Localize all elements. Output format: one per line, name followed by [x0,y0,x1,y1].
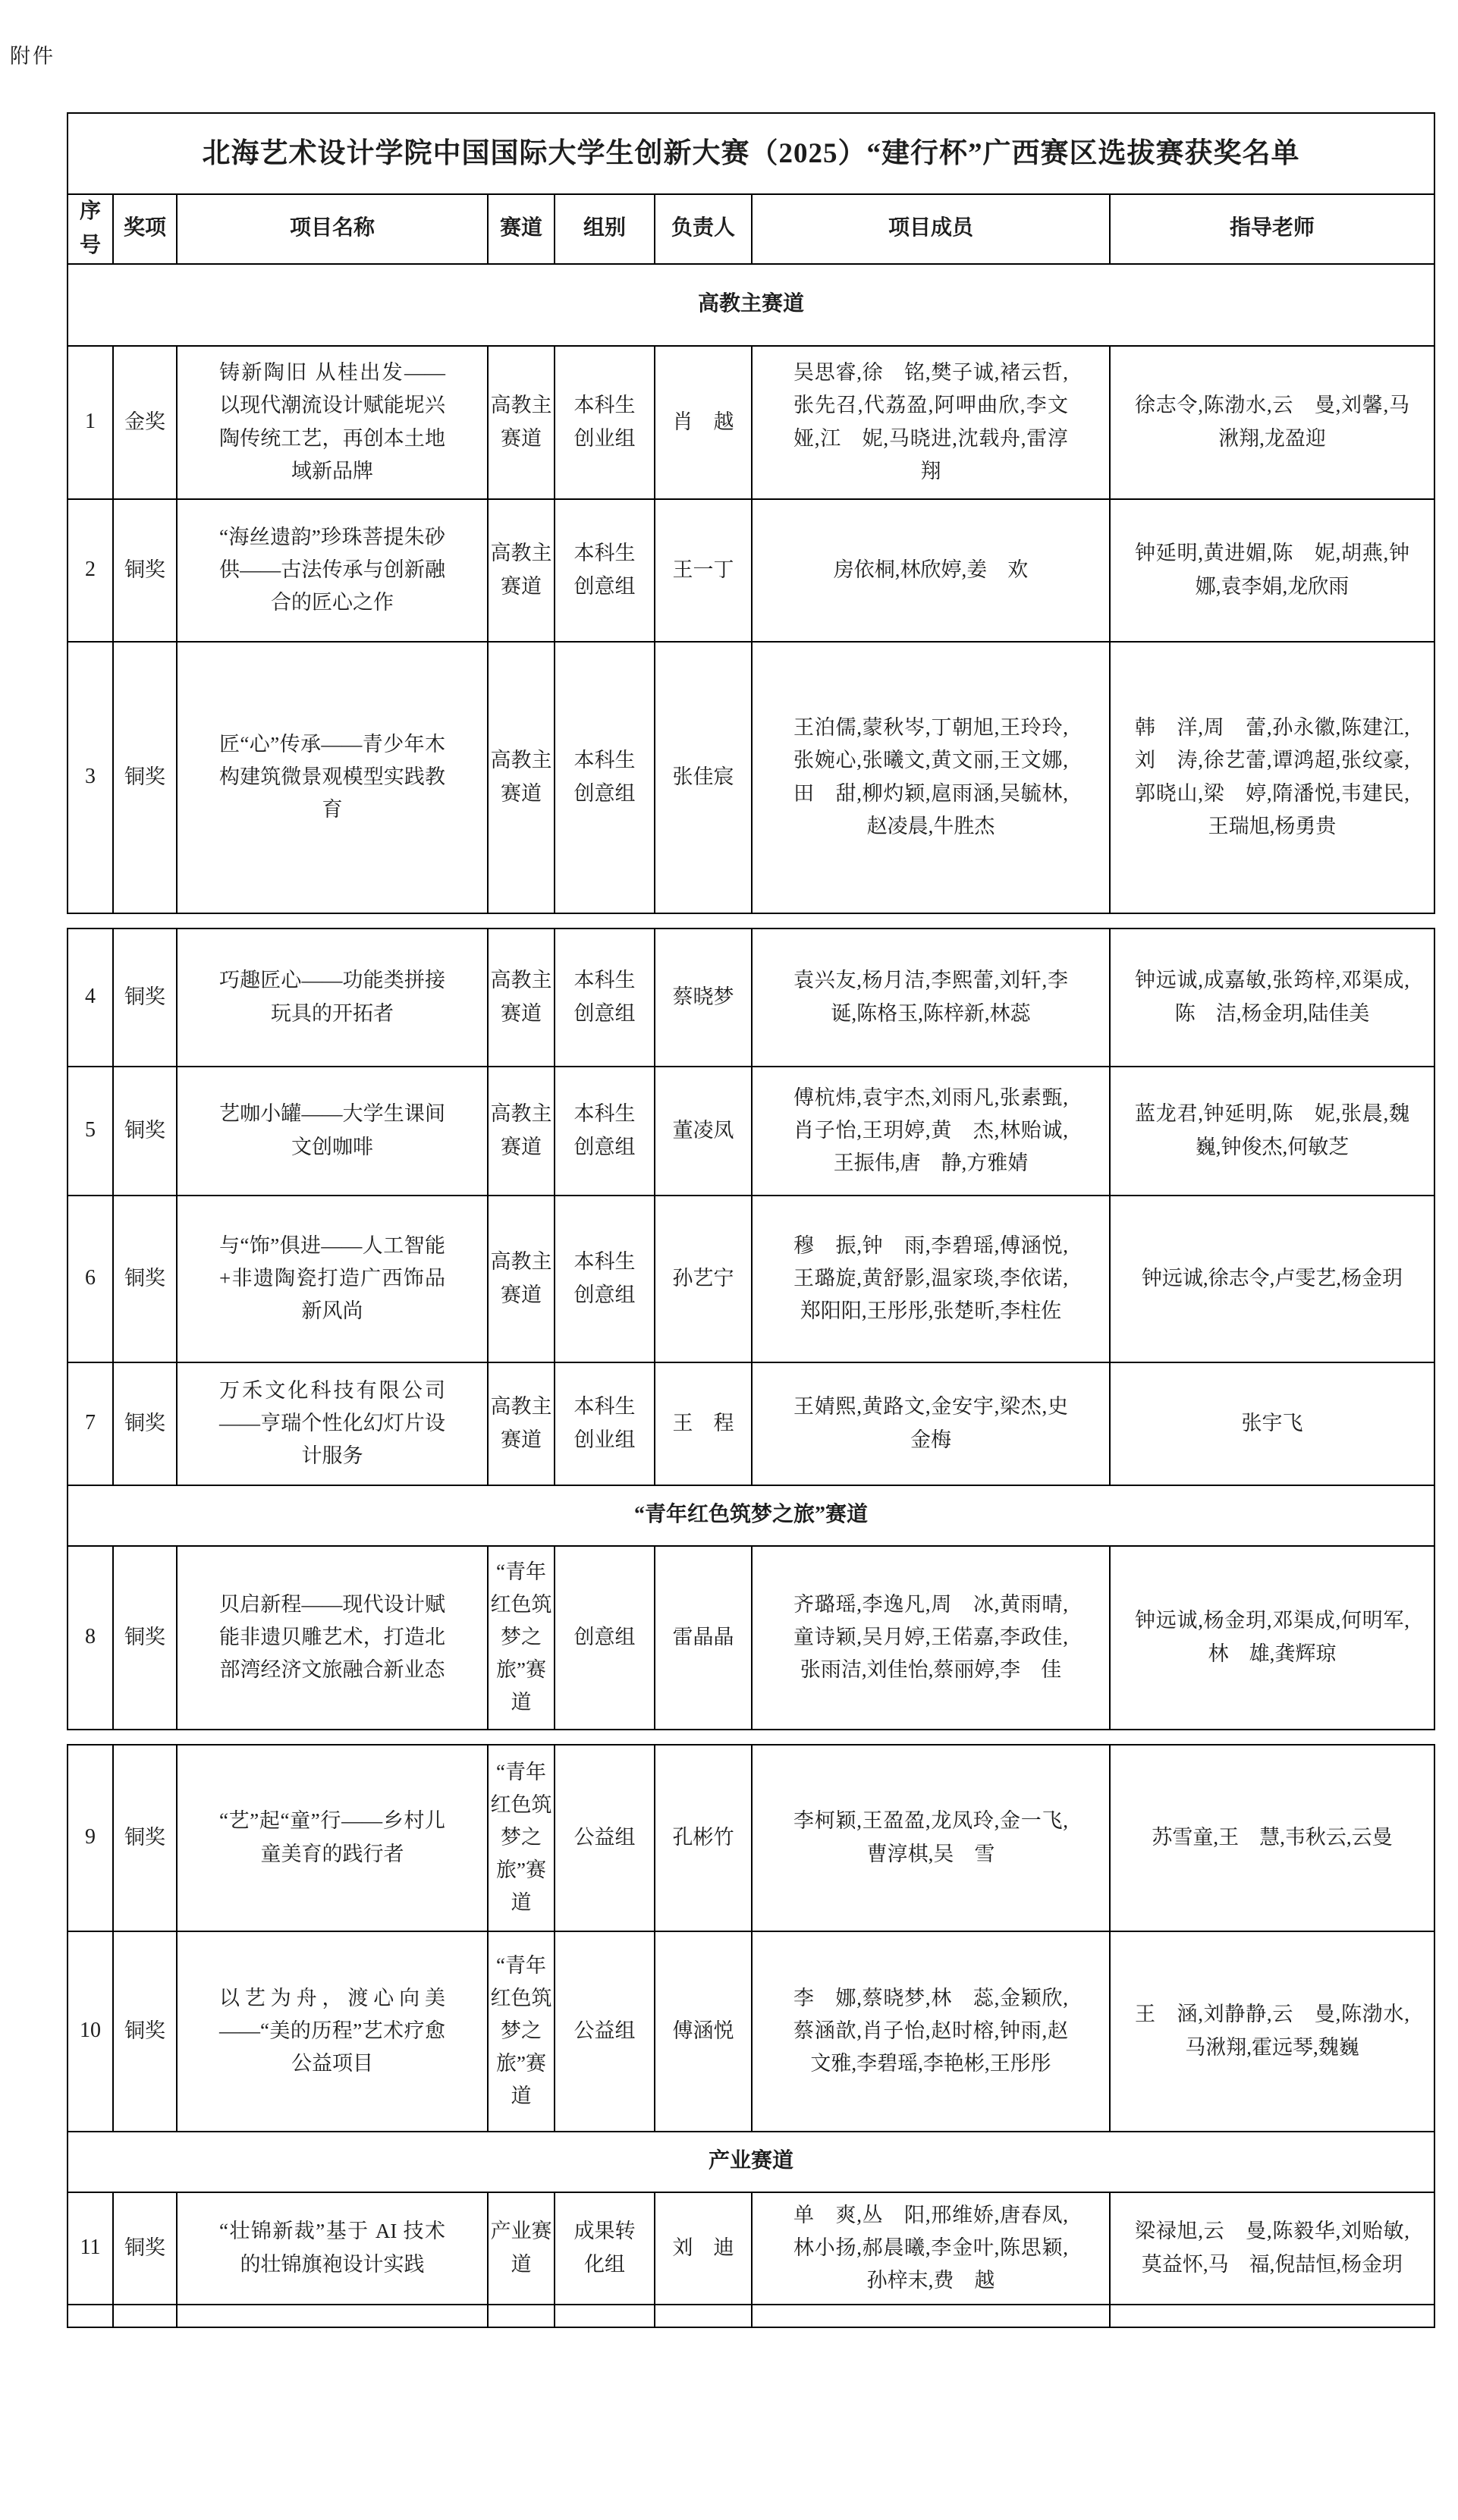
column-header-teachers: 指导老师 [1110,194,1434,264]
leader-cell: 董凌凤 [655,1067,752,1196]
group-cell: 公益组 [555,1931,655,2132]
table-row [68,1745,1434,1931]
teachers-cell: 钟远诚,徐志令,卢雯艺,杨金玥 [1110,1196,1434,1362]
leader-cell: 王一丁 [655,499,752,642]
serial-cell: 8 [68,1546,113,1730]
section-row [68,264,1434,346]
table-title: 北海艺术设计学院中国国际大学生创新大赛（2025）“建行杯”广西赛区选拔赛获奖名单 [68,113,1434,194]
members-cell: 王婧熙,黄路文,金安宇,梁杰,史金梅 [752,1362,1110,1485]
award-cell: 铜奖 [113,1745,177,1931]
teachers-cell: 苏雪童,王 慧,韦秋云,云曼 [1110,1745,1434,1931]
project-name-cell: “艺”起“童”行——乡村儿童美育的践行者 [177,1745,488,1931]
table-row [68,2192,1434,2305]
track-cell: “青年红色筑梦之旅”赛道 [488,1931,555,2132]
column-header-leader: 负责人 [655,194,752,264]
group-cell: 本科生创意组 [555,499,655,642]
project-name-cell: 巧趣匠心——功能类拼接玩具的开拓者 [177,929,488,1067]
members-cell: 傅杭炜,袁宇杰,刘雨凡,张素甄,肖子怡,王玥婷,黄 杰,林贻诚,王振伟,唐 静,方雅婧 [752,1067,1110,1196]
project-name-cell: 匠“心”传承——青少年木构建筑微景观模型实践教育 [177,642,488,913]
award-cell: 铜奖 [113,1067,177,1196]
leader-cell: 孙艺宁 [655,1196,752,1362]
leader-cell: 孔彬竹 [655,1745,752,1931]
project-name-cell: 艺咖小罐——大学生课间文创咖啡 [177,1067,488,1196]
serial-cell: 7 [68,1362,113,1485]
project-name-cell: 贝启新程——现代设计赋能非遗贝雕艺术，打造北部湾经济文旅融合新业态 [177,1546,488,1730]
title-row [68,113,1434,194]
teachers-cell: 徐志令,陈渤水,云 曼,刘馨,马湫翔,龙盈迎 [1110,346,1434,499]
award-cell: 铜奖 [113,2192,177,2305]
track-cell: 高教主赛道 [488,1362,555,1485]
track-cell: 高教主赛道 [488,346,555,499]
serial-cell: 10 [68,1931,113,2132]
leader-cell: 张佳宸 [655,642,752,913]
track-cell: “青年红色筑梦之旅”赛道 [488,1546,555,1730]
project-name-cell: 铸新陶旧 从桂出发——以现代潮流设计赋能坭兴陶传统工艺，再创本土地域新品牌 [177,346,488,499]
leader-cell: 肖 越 [655,346,752,499]
group-cell: 本科生创意组 [555,642,655,913]
serial-cell: 6 [68,1196,113,1362]
leader-cell: 王 程 [655,1362,752,1485]
award-cell: 铜奖 [113,499,177,642]
column-header-track: 赛道 [488,194,555,264]
members-cell: 单 爽,丛 阳,邢维娇,唐春凤,林小扬,郝晨曦,李金叶,陈思颖,孙梓末,费 越 [752,2192,1110,2305]
table-row [68,1362,1434,1485]
table-row [68,1931,1434,2132]
serial-cell: 9 [68,1745,113,1931]
empty-cell [488,2305,555,2327]
track-cell: 高教主赛道 [488,1067,555,1196]
group-cell: 创意组 [555,1546,655,1730]
group-cell: 本科生创意组 [555,1067,655,1196]
track-cell: 高教主赛道 [488,1196,555,1362]
teachers-cell: 蓝龙君,钟延明,陈 妮,张晨,魏 巍,钟俊杰,何敏芝 [1110,1067,1434,1196]
table-row [68,642,1434,913]
section-header-gaojiao: 高教主赛道 [68,264,1434,346]
members-cell: 房依桐,林欣婷,姜 欢 [752,499,1110,642]
award-cell: 铜奖 [113,929,177,1067]
award-cell: 铜奖 [113,1931,177,2132]
members-cell: 李柯颖,王盈盈,龙凤玲,金一飞,曹淳棋,吴 雪 [752,1745,1110,1931]
table-row [68,1196,1434,1362]
group-cell: 成果转化组 [555,2192,655,2305]
track-cell: 产业赛道 [488,2192,555,2305]
serial-cell: 1 [68,346,113,499]
empty-cell [177,2305,488,2327]
teachers-cell: 张宇飞 [1110,1362,1434,1485]
empty-cell [113,2305,177,2327]
track-cell: “青年红色筑梦之旅”赛道 [488,1745,555,1931]
leader-cell: 傅涵悦 [655,1931,752,2132]
group-cell: 本科生创业组 [555,1362,655,1485]
header-row [68,194,1434,264]
members-cell: 穆 振,钟 雨,李碧瑶,傅涵悦,王璐旋,黄舒影,温家琰,李依诺,郑阳阳,王彤彤,张楚昕,李柱佐 [752,1196,1110,1362]
track-cell: 高教主赛道 [488,499,555,642]
members-cell: 王泊儒,蒙秋岑,丁朝旭,王玲玲,张婉心,张曦文,黄文丽,王文娜,田 甜,柳灼颖,扈雨涵,吴毓林,赵凌晨,牛胜杰 [752,642,1110,913]
award-table-block-3 [67,1744,1435,2328]
project-name-cell: 以艺为舟，渡心向美——“美的历程”艺术疗愈公益项目 [177,1931,488,2132]
project-name-cell: 与“饰”俱进——人工智能+非遗陶瓷打造广西饰品新风尚 [177,1196,488,1362]
empty-cell [655,2305,752,2327]
members-cell: 袁兴友,杨月洁,李熙蕾,刘轩,李 诞,陈格玉,陈梓新,林蕊 [752,929,1110,1067]
partial-empty-row [68,2305,1434,2327]
members-cell: 齐璐瑶,李逸凡,周 冰,黄雨晴,童诗颖,吴月婷,王偌嘉,李政佳,张雨洁,刘佳怡,蔡丽婷,李 佳 [752,1546,1110,1730]
section-header-chanye: 产业赛道 [68,2132,1434,2192]
award-cell: 铜奖 [113,1546,177,1730]
leader-cell: 蔡晓梦 [655,929,752,1067]
column-header-no: 序号 [68,194,113,264]
award-cell: 铜奖 [113,1362,177,1485]
award-table-wrapper [67,112,1437,2328]
leader-cell: 雷晶晶 [655,1546,752,1730]
column-header-members: 项目成员 [752,194,1110,264]
teachers-cell: 韩 洋,周 蕾,孙永徽,陈建江,刘 涛,徐艺蕾,谭鸿超,张纹豪,郭晓山,梁 婷,隋潘悦,韦建民,王瑞旭,杨勇贵 [1110,642,1434,913]
serial-cell: 3 [68,642,113,913]
group-cell: 本科生创业组 [555,346,655,499]
project-name-cell: 万禾文化科技有限公司——亨瑞个性化幻灯片设计服务 [177,1362,488,1485]
attachment-label: 附件 [10,45,55,68]
project-name-cell: “海丝遗韵”珍珠菩提朱砂供——古法传承与创新融合的匠心之作 [177,499,488,642]
empty-cell [555,2305,655,2327]
teachers-cell: 王 涵,刘静静,云 曼,陈渤水,马湫翔,霍远琴,魏巍 [1110,1931,1434,2132]
teachers-cell: 钟延明,黄进媚,陈 妮,胡燕,钟 娜,袁李娟,龙欣雨 [1110,499,1434,642]
section-header-qinghong: “青年红色筑梦之旅”赛道 [68,1485,1434,1546]
empty-cell [752,2305,1110,2327]
award-cell: 铜奖 [113,1196,177,1362]
section-row [68,1485,1434,1546]
members-cell: 李 娜,蔡晓梦,林 蕊,金颖欣,蔡涵歆,肖子怡,赵时榕,钟雨,赵文雅,李碧瑶,李艳彬,王彤彤 [752,1931,1110,2132]
award-cell: 铜奖 [113,642,177,913]
serial-cell: 11 [68,2192,113,2305]
track-cell: 高教主赛道 [488,642,555,913]
group-cell: 本科生创意组 [555,929,655,1067]
table-row [68,929,1434,1067]
award-table-block-2 [67,928,1435,1730]
group-cell: 公益组 [555,1745,655,1931]
members-cell: 吴思睿,徐 铭,樊子诚,褚云哲,张先召,代荔盈,阿呷曲欣,李文娅,江 妮,马晓进,沈载舟,雷淳翔 [752,346,1110,499]
column-header-group: 组别 [555,194,655,264]
teachers-cell: 钟远诚,成嘉敏,张筠梓,邓渠成,陈 洁,杨金玥,陆佳美 [1110,929,1434,1067]
track-cell: 高教主赛道 [488,929,555,1067]
table-row [68,499,1434,642]
award-cell: 金奖 [113,346,177,499]
teachers-cell: 钟远诚,杨金玥,邓渠成,何明军,林 雄,龚辉琼 [1110,1546,1434,1730]
teachers-cell: 梁禄旭,云 曼,陈毅华,刘贻敏,莫益怀,马 福,倪喆恒,杨金玥 [1110,2192,1434,2305]
serial-cell: 2 [68,499,113,642]
project-name-cell: “壮锦新裁”基于 AI 技术的壮锦旗袍设计实践 [177,2192,488,2305]
table-row [68,346,1434,499]
serial-cell: 5 [68,1067,113,1196]
serial-cell: 4 [68,929,113,1067]
group-cell: 本科生创意组 [555,1196,655,1362]
table-row [68,1546,1434,1730]
leader-cell: 刘 迪 [655,2192,752,2305]
column-header-award: 奖项 [113,194,177,264]
table-row [68,1067,1434,1196]
award-table-block-1 [67,112,1435,914]
empty-cell [68,2305,113,2327]
section-row [68,2132,1434,2192]
column-header-project: 项目名称 [177,194,488,264]
empty-cell [1110,2305,1434,2327]
